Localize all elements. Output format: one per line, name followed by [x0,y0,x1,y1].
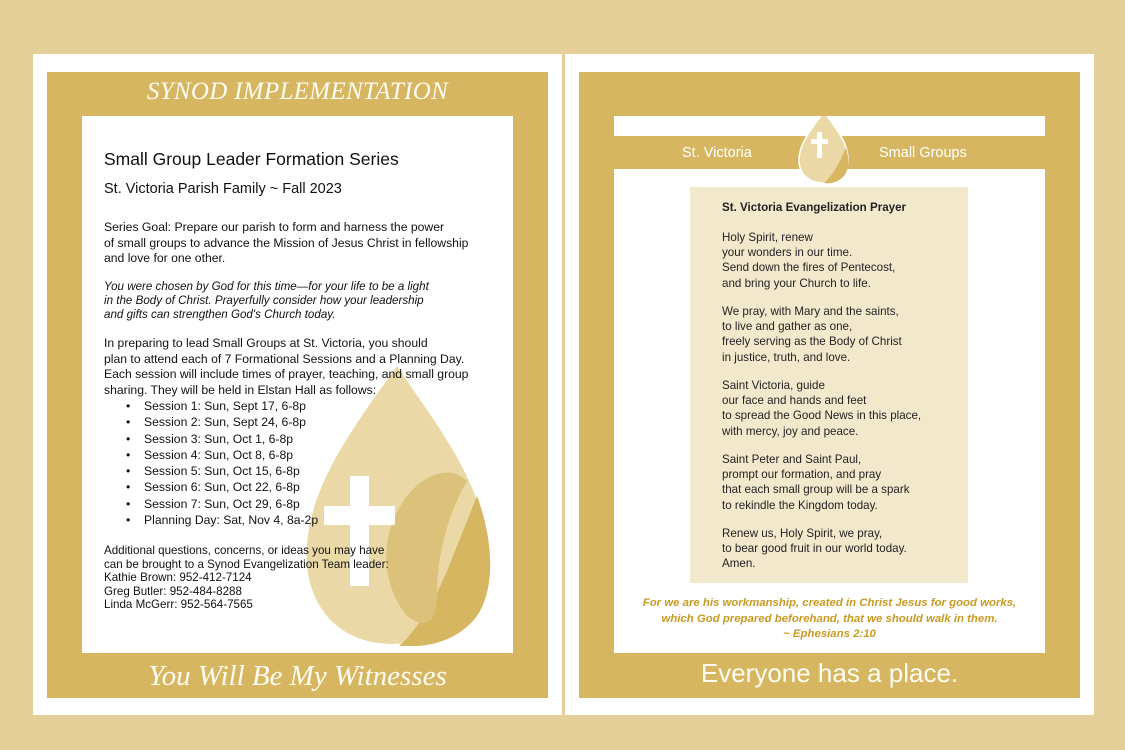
prayer-line: Renew us, Holy Spirit, we pray, [722,527,883,540]
session-item: • Session 3: Sun, Oct 1, 6-8p [126,431,318,447]
calling-line: You were chosen by God for this time—for your life to be a light [104,280,429,293]
intro-line: sharing. They will be held in Elstan Hall as follows: [104,382,377,397]
scripture-line: For we are his workmanship, created in Christ Jesus for good works, [642,597,1017,609]
prayer-line: freely serving as the Body of Christ [722,335,902,349]
intro-line: plan to attend each of 7 Formational Sessions and a Planning Day. [104,351,465,366]
prayer-stanza [722,526,962,572]
prayer-line: to live and gather as one, [722,320,853,334]
scripture-line: which God prepared beforehand, that we should walk in them. [661,612,998,625]
bar-left-label: St. Victoria [682,145,752,161]
prayer-line: to rekindle the Kingdom today. [722,498,878,512]
scripture-reference: ~ Ephesians 2:10 [783,628,876,640]
prayer-stanza [722,452,962,513]
prayer-line: and bring your Church to life. [722,276,871,290]
session-item: • Session 2: Sun, Sept 24, 6-8p [126,414,318,430]
session-list [126,398,318,528]
goal-line: of small groups to advance the Mission of Jesus Christ in fellowship [104,235,469,250]
scripture-quote [614,596,1045,643]
session-item: • Session 5: Sun, Oct 15, 6-8p [126,463,318,479]
prayer-line: Saint Victoria, guide [722,379,825,392]
calling-line: in the Body of Christ. Prayerfully consider how your leadership [104,294,424,307]
goal-line: Series Goal: Prepare our parish to form and harness the power [104,220,445,234]
contact-line: can be brought to a Synod Evangelization Team leader: [104,557,389,571]
prayer-line: Saint Peter and Saint Paul, [722,453,862,466]
session-item: • Planning Day: Sat, Nov 4, 8a-2p [126,512,318,528]
contact-line: Linda McGerr: 952-564-7565 [104,598,253,611]
prayer-stanza [722,230,962,291]
prayer-line: in justice, truth, and love. [722,350,851,364]
right-page [565,54,1094,715]
calling-line: and gifts can strengthen God's Church today. [104,308,336,321]
left-footer: You Will Be My Witnesses [148,660,447,692]
intro-line: In preparing to lead Small Groups at St. Victoria, you should [104,336,428,350]
series-title: Small Group Leader Formation Series [104,149,399,169]
session-item: • Session 4: Sun, Oct 8, 6-8p [126,447,318,463]
session-item: • Session 1: Sun, Sept 17, 6-8p [126,398,318,414]
left-header: SYNOD IMPLEMENTATION [146,78,449,105]
prayer-line: your wonders in our time. [722,246,853,260]
prayer-line: Amen. [722,557,756,571]
calling-paragraph [104,280,504,322]
prayer-line: to bear good fruit in our world today. [722,542,907,556]
prayer-title: St. Victoria Evangelization Prayer [722,201,907,214]
left-page [33,54,562,715]
series-goal [104,220,504,267]
series-subtitle: St. Victoria Parish Family ~ Fall 2023 [104,181,342,197]
contact-info [104,544,504,612]
prayer-line: Send down the fires of Pentecost, [722,261,896,275]
bar-right-label: Small Groups [879,145,967,161]
prayer-line: with mercy, joy and peace. [722,424,859,438]
goal-line: and love for one other. [104,251,226,265]
contact-line: Greg Butler: 952-484-8288 [104,584,242,598]
prayer-box [690,187,968,583]
prayer-line: to spread the Good News in this place, [722,409,922,423]
contact-line: Additional questions, concerns, or ideas you may have [104,544,385,557]
right-footer: Everyone has a place. [700,658,959,688]
prayer-line: that each small group will be a spark [722,483,910,497]
prayer-line: prompt our formation, and pray [722,468,882,482]
intro-line: Each session will include times of prayer, teaching, and small group [104,367,469,381]
left-gold-frame [47,72,548,698]
prayer-line: We pray, with Mary and the saints, [722,305,899,318]
prayer-line: our face and hands and feet [722,394,867,408]
right-gold-frame [579,72,1080,698]
left-content-panel [82,116,513,653]
prayer-stanza [722,304,962,365]
contact-line: Kathie Brown: 952-412-7124 [104,571,252,584]
prayer-stanza [722,378,962,439]
intro-paragraph [104,336,504,398]
prayer-line: Holy Spirit, renew [722,231,813,244]
right-content-panel [614,116,1045,653]
session-item: • Session 6: Sun, Oct 22, 6-8p [126,479,318,495]
session-item: • Session 7: Sun, Oct 29, 6-8p [126,496,318,512]
flame-cross-icon [794,116,852,184]
